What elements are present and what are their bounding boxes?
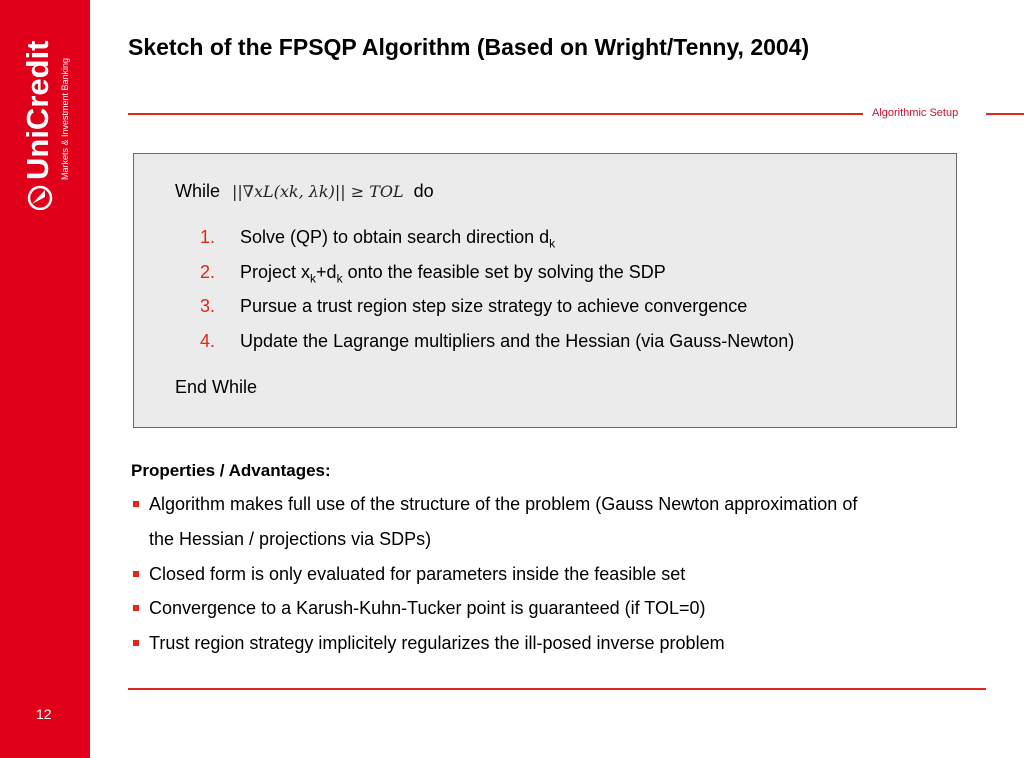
step-text: Update the Lagrange multipliers and the Hessian (via Gauss-Newton) xyxy=(240,330,795,351)
sidebar xyxy=(0,0,90,758)
list-item-text: Algorithm makes full use of the structure of the problem (Gauss Newton approximation of the Hessian / projections via SDPs) xyxy=(149,494,858,549)
step-number: 1. xyxy=(200,227,216,247)
list-item-text: Closed form is only evaluated for parameters inside the feasible set xyxy=(149,563,686,584)
bullet-icon xyxy=(133,640,139,646)
do-keyword: do xyxy=(413,181,434,201)
list-item xyxy=(131,591,869,626)
page-title: Sketch of the FPSQP Algorithm (Based on Wright/Tenny, 2004) xyxy=(128,34,810,60)
bullet-icon xyxy=(133,501,139,507)
bullet-icon xyxy=(133,605,139,611)
logo-emblem-arrow xyxy=(32,190,45,204)
step-text: Pursue a trust region step size strategy to achieve convergence xyxy=(240,296,748,317)
loop-condition-formula: ||∇xL(xk, λk)|| ≥ TOL xyxy=(232,182,404,201)
while-keyword: While xyxy=(175,181,221,201)
algorithm-box xyxy=(133,153,957,428)
step-number: 2. xyxy=(200,261,216,282)
algorithm-step xyxy=(200,262,794,297)
header-divider xyxy=(128,113,863,115)
step-number: 4. xyxy=(200,330,216,351)
algorithm-step xyxy=(200,331,794,366)
algorithm-step xyxy=(200,227,794,262)
properties-heading: Properties / Advantages: xyxy=(131,461,331,480)
list-item-text: Trust region strategy implicitely regularizes the ill-posed inverse problem xyxy=(149,633,725,654)
step-text: Project $x_k+d_k$ onto the feasible set by solving the SDP xyxy=(240,261,666,286)
header-divider-right xyxy=(986,113,1024,115)
unicredit-logo xyxy=(18,30,76,210)
step-number: 3. xyxy=(200,296,216,317)
list-item xyxy=(131,557,869,592)
list-item xyxy=(131,626,869,661)
step-text: Solve (QP) to obtain search direction $d_k$ xyxy=(240,227,556,251)
algorithm-steps xyxy=(200,227,794,365)
footer-divider xyxy=(128,688,986,690)
page-number: 12 xyxy=(36,706,52,722)
logo-wordmark: UniCredit xyxy=(20,40,55,180)
end-while-keyword: End While xyxy=(175,377,258,397)
algorithm-step xyxy=(200,296,794,331)
list-item xyxy=(131,487,869,557)
list-item-text: Convergence to a Karush-Kuhn-Tucker point is guaranteed (if TOL=0) xyxy=(149,598,706,619)
section-tag: Algorithmic Setup xyxy=(872,107,959,119)
while-line xyxy=(175,181,434,202)
logo-subtitle: Markets & Investment Banking xyxy=(60,57,70,180)
properties-list xyxy=(131,487,869,661)
bullet-icon xyxy=(133,571,139,577)
